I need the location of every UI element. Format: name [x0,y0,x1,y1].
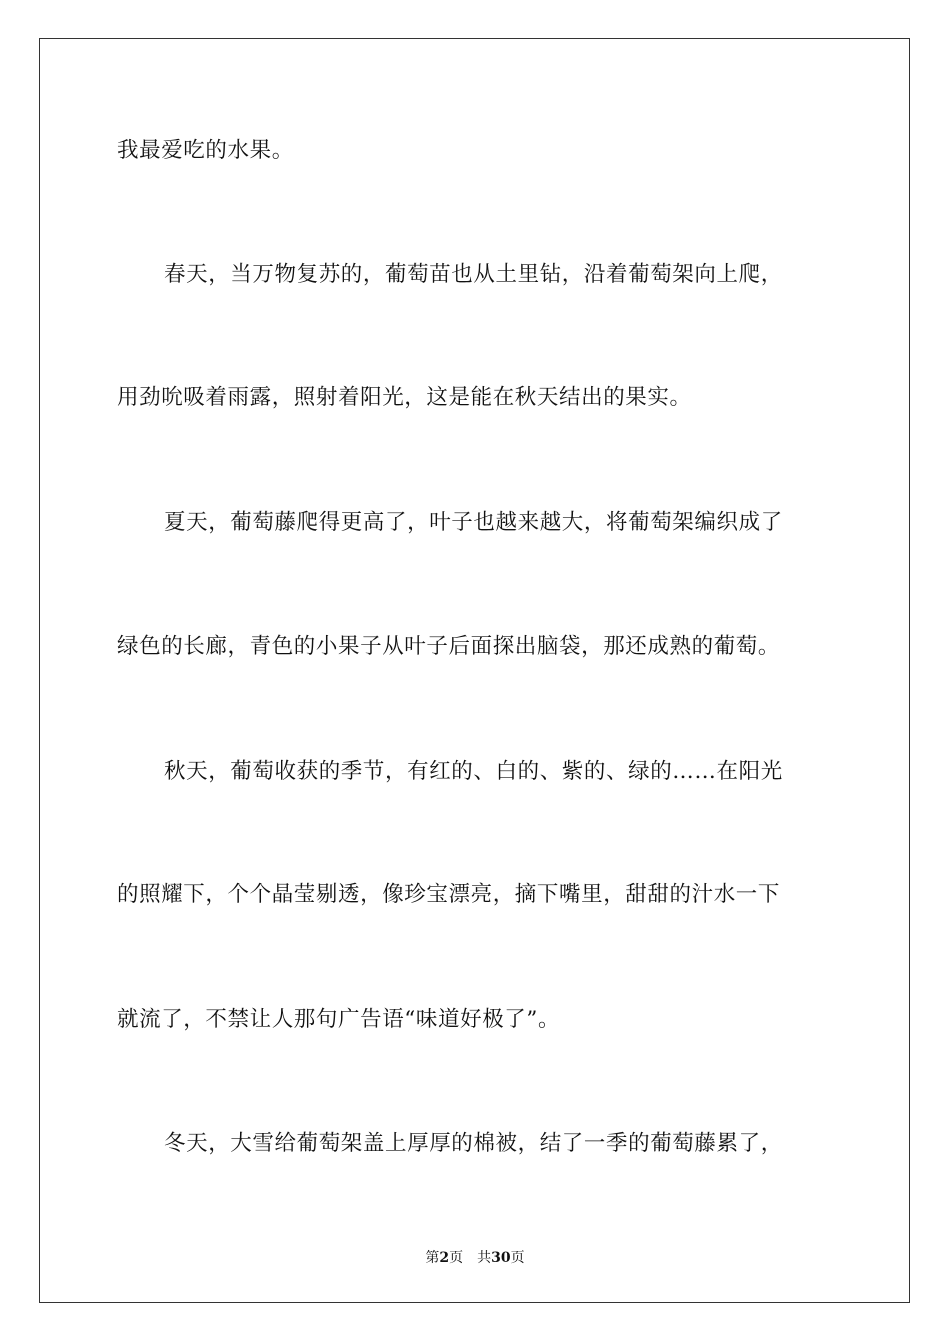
page-frame [39,38,910,1303]
page-total-count: 30 [491,1250,511,1266]
paragraph-winter-line-1: 冬天，大雪给葡萄架盖上厚厚的棉被，结了一季的葡萄藤累了， [164,1131,783,1156]
paragraph-spring-line-2: 用劲吮吸着雨露，照射着阳光，这是能在秋天结出的果实。 [117,385,692,410]
page-number-prefix: 第 [425,1250,440,1266]
paragraph-autumn-line-2: 的照耀下，个个晶莹剔透，像珍宝漂亮，摘下嘴里，甜甜的汁水一下 [117,882,781,907]
page-total-suffix: 页 [510,1250,525,1266]
page-number-suffix: 页 [449,1250,464,1266]
paragraph-summer-line-2: 绿色的长廊，青色的小果子从叶子后面探出脑袋，那还成熟的葡萄。 [117,634,781,659]
page-number-current: 2 [439,1250,450,1266]
paragraph-spring-line-1: 春天，当万物复苏的，葡萄苗也从土里钻，沿着葡萄架向上爬， [164,262,783,287]
paragraph-autumn-line-3: 就流了，不禁让人那句广告语“味道好极了”。 [117,1007,561,1032]
paragraph-summer-line-1: 夏天，葡萄藤爬得更高了，叶子也越来越大，将葡萄架编织成了 [164,510,783,535]
page-total-prefix: 共 [477,1250,492,1266]
text-line-1: 我最爱吃的水果。 [117,138,294,163]
page-footer [0,1248,950,1268]
paragraph-autumn-line-1: 秋天，葡萄收获的季节，有红的、白的、紫的、绿的……在阳光 [164,759,783,784]
